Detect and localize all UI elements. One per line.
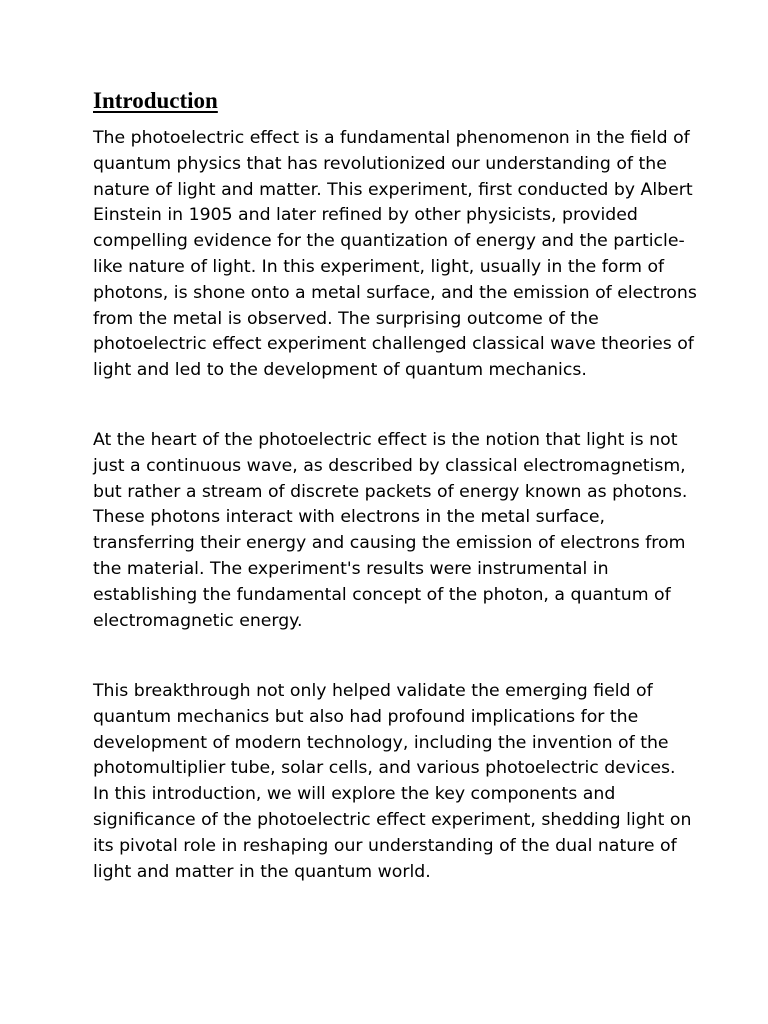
paragraph-2	[93, 428, 693, 634]
text-line: but rather a stream of discrete packets of energy known as photons.	[93, 481, 688, 502]
text-line: from the metal is observed. The surprising outcome of the	[93, 308, 599, 329]
text-line: establishing the fundamental concept of the photon, a quantum of	[93, 584, 671, 605]
paragraph-3	[93, 679, 693, 885]
text-line: development of modern technology, including the invention of the	[93, 732, 669, 753]
text-line: This breakthrough not only helped validate the emerging field of	[93, 681, 653, 701]
text-line: like nature of light. In this experiment, light, usually in the form of	[93, 256, 665, 277]
text-line: its pivotal role in reshaping our understanding of the dual nature of	[93, 835, 677, 856]
paragraph-1	[93, 126, 697, 384]
text-line: photomultiplier tube, solar cells, and various photoelectric devices.	[93, 758, 676, 779]
text-line: These photons interact with electrons in the metal surface,	[93, 507, 606, 528]
text-line: light and led to the development of quantum mechanics.	[93, 360, 587, 381]
text-line: quantum physics that has revolutionized our understanding of the	[93, 153, 667, 174]
text-line: Einstein in 1905 and later refined by other physicists, provided	[93, 205, 638, 226]
text-line: just a continuous wave, as described by classical electromagnetism,	[93, 455, 686, 476]
text-line: transferring their energy and causing the emission of electrons from	[93, 533, 686, 554]
text-line: The photoelectric effect is a fundamental phenomenon in the field of	[93, 128, 690, 148]
text-line: In this introduction, we will explore the key components and	[93, 784, 616, 805]
text-line: compelling evidence for the quantization of energy and the particle-	[93, 231, 685, 252]
text-line: photons, is shone onto a metal surface, and the emission of electrons	[93, 282, 697, 303]
text-line: photoelectric effect experiment challenged classical wave theories of	[93, 334, 694, 355]
text-line: At the heart of the photoelectric effect is the notion that light is not	[93, 430, 678, 450]
text-line: quantum mechanics but also had profound implications for the	[93, 706, 639, 727]
document-heading: Introduction	[93, 88, 218, 113]
text-line: electromagnetic energy.	[93, 610, 303, 631]
text-line: the material. The experiment's results were instrumental in	[93, 558, 609, 579]
text-line: significance of the photoelectric effect experiment, shedding light on	[93, 809, 692, 830]
text-line: nature of light and matter. This experiment, first conducted by Albert	[93, 179, 693, 200]
text-line: light and matter in the quantum world.	[93, 861, 431, 882]
